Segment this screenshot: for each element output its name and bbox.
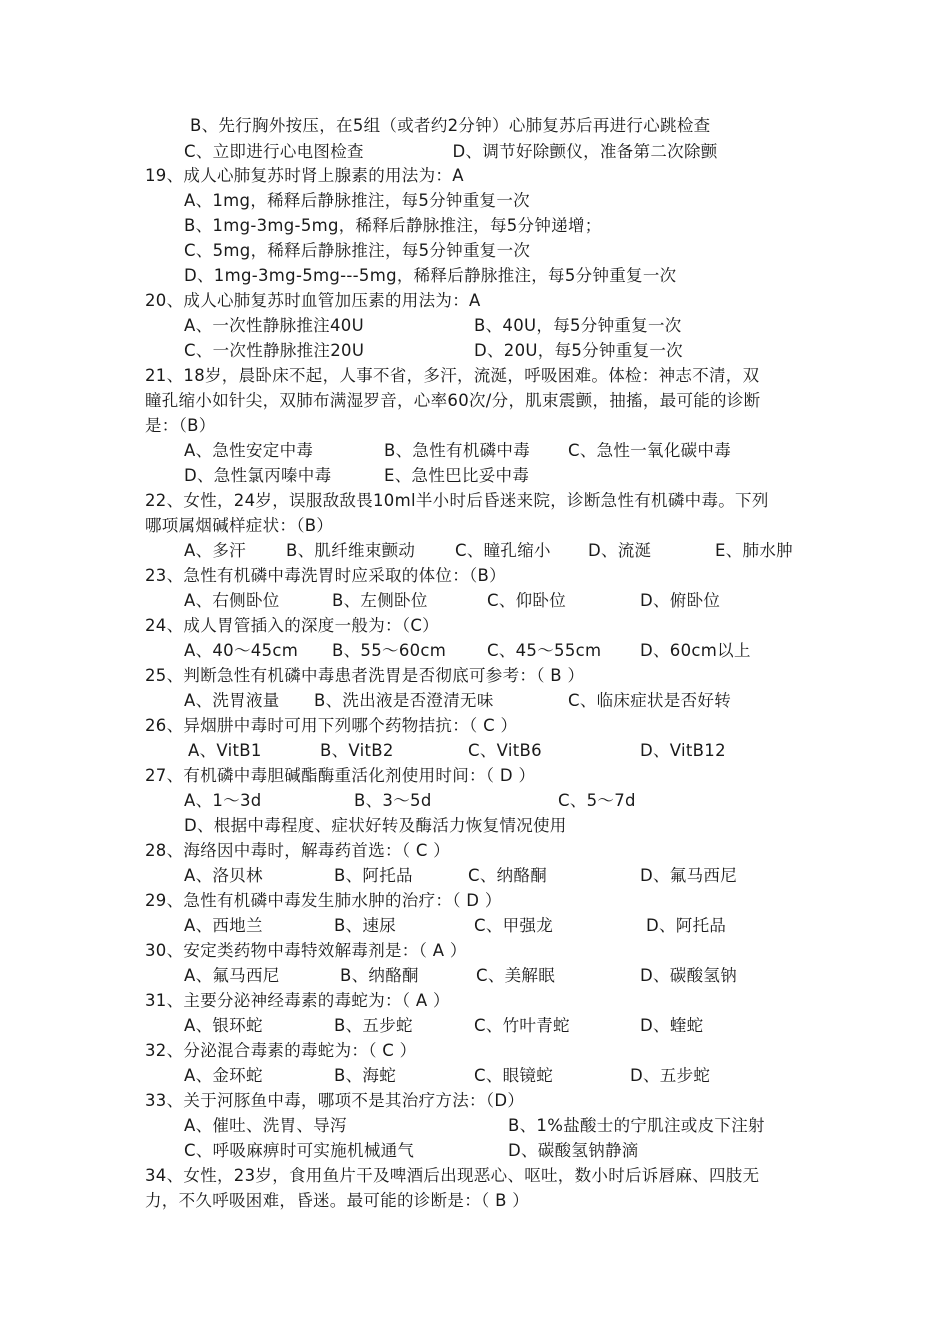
text-line: A、银环蛇 xyxy=(184,1016,263,1035)
text-line: B、纳酪酮 xyxy=(340,966,419,985)
text-line: D、VitB12 xyxy=(640,741,726,760)
text-line: 21、18岁，晨卧床不起，人事不省，多汗，流涎，呼吸困难。体检：神志不清，双 xyxy=(145,366,760,385)
text-line: C、急性一氧化碳中毒 xyxy=(568,441,732,460)
text-line: C、呼吸麻痹时可实施机械通气 xyxy=(184,1141,415,1160)
text-line: C、仰卧位 xyxy=(487,591,567,610)
text-line: C、纳酪酮 xyxy=(468,866,548,885)
text-line: B、海蛇 xyxy=(334,1066,397,1085)
text-line: C、5mg，稀释后静脉推注，每5分钟重复一次 xyxy=(184,241,531,260)
text-line: A、催吐、洗胃、导泻 xyxy=(184,1116,347,1135)
text-line: 23、急性有机磷中毒洗胃时应采取的体位：（B） xyxy=(145,566,506,585)
text-line: D、俯卧位 xyxy=(640,591,721,610)
text-line: A、洗胃液量 xyxy=(184,691,280,710)
text-line: B、55～60cm xyxy=(332,641,447,660)
text-line: 22、女性，24岁，误服敌敌畏10ml半小时后昏迷来院，诊断急性有机磷中毒。下列 xyxy=(145,491,769,510)
text-line: D、60cm以上 xyxy=(640,641,751,660)
text-line: A、右侧卧位 xyxy=(184,591,280,610)
text-line: 29、急性有机磷中毒发生肺水肿的治疗：（ D ） xyxy=(145,891,502,910)
text-line: D、阿托品 xyxy=(646,916,727,935)
text-line: D、碳酸氢钠 xyxy=(640,966,738,985)
text-line: 28、海络因中毒时，解毒药首选：（ C ） xyxy=(145,841,451,860)
text-line: D、五步蛇 xyxy=(630,1066,711,1085)
text-line: C、VitB6 xyxy=(468,741,542,760)
text-line: B、3～5d xyxy=(354,791,432,810)
text-line: C、竹叶青蛇 xyxy=(474,1016,570,1035)
text-line: D、急性氯丙嗪中毒 xyxy=(184,466,332,485)
text-line: 20、成人心肺复苏时血管加压素的用法为：A xyxy=(145,291,481,310)
text-line: B、1mg-3mg-5mg，稀释后静脉推注，每5分钟递增； xyxy=(184,216,602,235)
text-line: C、5～7d xyxy=(558,791,636,810)
text-line: A、1mg，稀释后静脉推注，每5分钟重复一次 xyxy=(184,191,530,210)
text-line: B、VitB2 xyxy=(320,741,394,760)
text-line: B、阿托品 xyxy=(334,866,413,885)
text-line: D、根据中毒程度、症状好转及酶活力恢复情况使用 xyxy=(184,816,567,835)
text-line: A、多汗 xyxy=(184,541,246,560)
text-line: E、肺水肿 xyxy=(715,541,793,560)
text-line: A、40～45cm xyxy=(184,641,299,660)
text-line: 24、成人胃管插入的深度一般为：（C） xyxy=(145,616,439,635)
text-line: 力，不久呼吸困难，昏迷。最可能的诊断是：（ B ） xyxy=(145,1191,530,1210)
text-line: C、眼镜蛇 xyxy=(474,1066,554,1085)
text-line: C、临床症状是否好转 xyxy=(568,691,732,710)
text-line: A、1～3d xyxy=(184,791,262,810)
text-line: B、左侧卧位 xyxy=(332,591,428,610)
text-line: B、洗出液是否澄清无味 xyxy=(314,691,494,710)
text-line: D、蝰蛇 xyxy=(640,1016,704,1035)
text-line: 33、关于河豚鱼中毒，哪项不是其治疗方法：（D） xyxy=(145,1091,525,1110)
text-line: 27、有机磷中毒胆碱酯酶重活化剂使用时间：（ D ） xyxy=(145,766,536,785)
text-line: B、急性有机磷中毒 xyxy=(384,441,531,460)
text-line: B、先行胸外按压，在5组（或者约2分钟）心肺复苏后再进行心跳检查 xyxy=(190,116,711,135)
text-line: B、肌纤维束颤动 xyxy=(286,541,416,560)
text-line: 25、判断急性有机磷中毒患者洗胃是否彻底可参考：（ B ） xyxy=(145,666,585,685)
text-line: D、20U，每5分钟重复一次 xyxy=(474,341,683,360)
text-line: 哪项属烟碱样症状：（B） xyxy=(145,516,334,535)
text-line: C、一次性静脉推注20U xyxy=(184,341,365,360)
text-line: 30、安定类药物中毒特效解毒剂是：（ A ） xyxy=(145,941,467,960)
text-line: D、碳酸氢钠静滴 xyxy=(508,1141,639,1160)
text-line: 19、成人心肺复苏时肾上腺素的用法为：A xyxy=(145,166,464,185)
text-line: D、1mg-3mg-5mg---5mg，稀释后静脉推注，每5分钟重复一次 xyxy=(184,266,677,285)
text-line: 31、主要分泌神经毒素的毒蛇为：（ A ） xyxy=(145,991,450,1010)
text-line: 32、分泌混合毒素的毒蛇为：（ C ） xyxy=(145,1041,417,1060)
text-line: B、五步蛇 xyxy=(334,1016,413,1035)
text-line: 是：（B） xyxy=(145,416,216,435)
text-line: A、西地兰 xyxy=(184,916,263,935)
text-line: E、急性巴比妥中毒 xyxy=(384,466,530,485)
text-line: C、美解眠 xyxy=(476,966,556,985)
text-line: B、速尿 xyxy=(334,916,397,935)
text-line: D、流涎 xyxy=(588,541,652,560)
text-line: B、40U，每5分钟重复一次 xyxy=(474,316,682,335)
text-line: A、氟马西尼 xyxy=(184,966,280,985)
text-line: C、瞳孔缩小 xyxy=(455,541,551,560)
text-line: C、45～55cm xyxy=(487,641,602,660)
text-line: A、急性安定中毒 xyxy=(184,441,314,460)
text-line: 34、女性，23岁，食用鱼片干及啤酒后出现恶心、呕吐，数小时后诉唇麻、四肢无 xyxy=(145,1166,760,1185)
text-line: A、VitB1 xyxy=(188,741,262,760)
text-line: C、立即进行心电图检查 D、调节好除颤仪，准备第二次除颤 xyxy=(184,142,718,161)
text-line: A、洛贝林 xyxy=(184,866,263,885)
text-line: 26、异烟肼中毒时可用下列哪个药物拮抗：（ C ） xyxy=(145,716,518,735)
text-line: A、金环蛇 xyxy=(184,1066,263,1085)
text-line: D、氟马西尼 xyxy=(640,866,738,885)
text-line: 瞳孔缩小如针尖，双肺布满湿罗音，心率60次/分，肌束震颤，抽搐，最可能的诊断 xyxy=(145,391,761,410)
text-line: B、1%盐酸士的宁肌注或皮下注射 xyxy=(508,1116,765,1135)
text-line: A、一次性静脉推注40U xyxy=(184,316,364,335)
text-line: C、甲强龙 xyxy=(474,916,554,935)
